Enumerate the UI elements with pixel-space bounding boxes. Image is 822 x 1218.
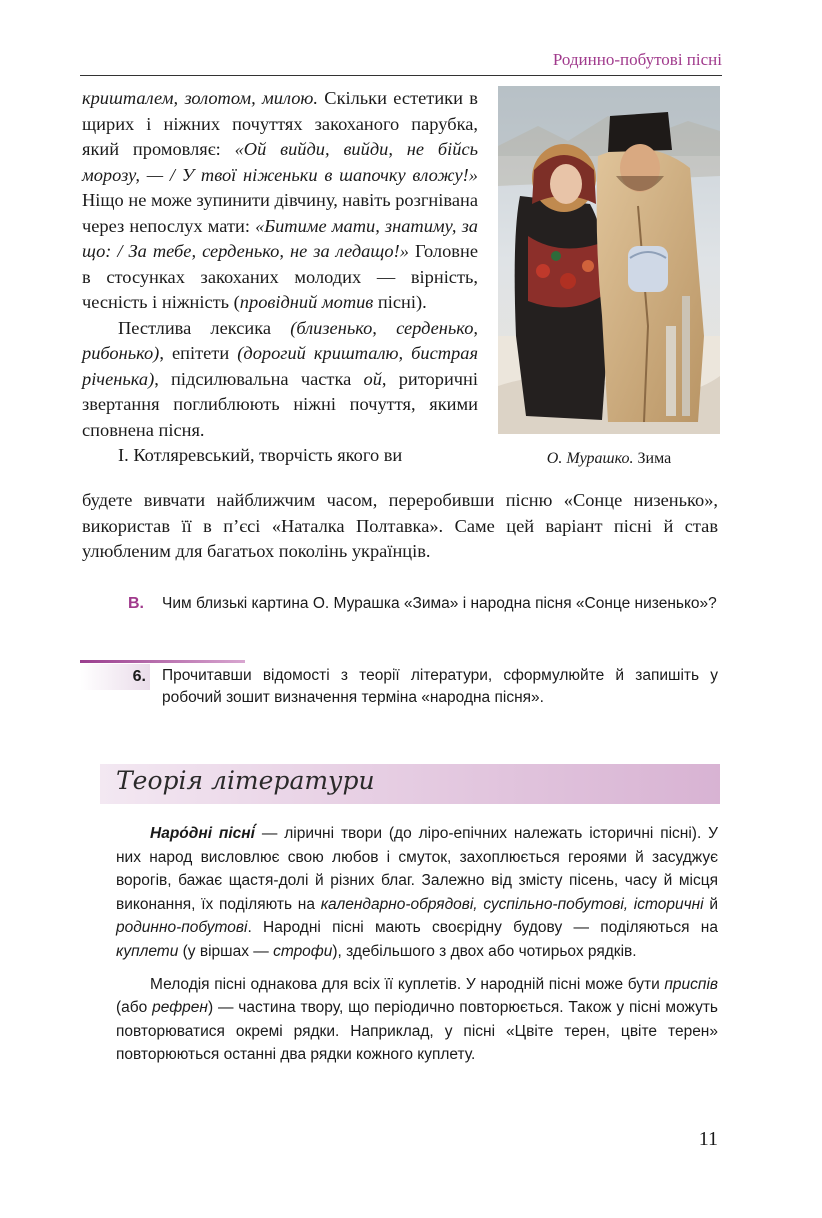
theory-melody-paragraph [116, 973, 718, 1067]
quote-fragment: «Ой вийди, вийди, не бійсь морозу, — / У твої ніженьки в шапочку вложу!» [82, 139, 478, 185]
task-number: 6. [80, 664, 150, 690]
text-fragment: — ліричні твори (до ліро-епічних належать історичні пісні). У них народ висловлює свою любов і смуток, захоплюється героями й засуджує ворогів, бажає щастя-долі й різних благ. Залежно від змісту пісень, часу й місця виконання, їх поділяють на [116, 825, 719, 913]
text-fragment: Ніщо не може зупинити дівчину, навіть розгнівана через непослух мати: [82, 190, 478, 236]
caption-title: Зима [633, 450, 672, 467]
task-text: Прочитавши відомості з теорії літератури, сформулюйте й запишіть у робочий зошит визначення терміна «народна пісня». [162, 667, 718, 706]
theory-term: Наро́дні пісні́ [150, 825, 255, 842]
quote-fragment: «Битиме мати, знатиму, за що: / За тебе, серденько, не за ледащо!» [82, 215, 478, 261]
caption-author: О. Мурашко. [546, 450, 634, 467]
paragraph-kotliarevsky-start: І. Котляревський, творчість якого ви [118, 445, 403, 465]
theory-heading: Теорія літератури [116, 766, 375, 795]
paragraph-lexicon [82, 316, 478, 444]
text-fragment: , епітети [159, 343, 238, 363]
text-fragment: Мелодія пісні однакова для всіх її куплетів. У народній пісні може бути [150, 975, 665, 993]
question-text: Чим близькі картина О. Мурашка «Зима» і народна пісня «Сонце низенько»? [162, 595, 717, 612]
text-fragment: , підсилювальна частка [154, 368, 364, 389]
left-column-text [82, 86, 478, 469]
running-header: Родинно-побутові пісні [552, 50, 722, 69]
question-marker: В. [128, 595, 144, 612]
term-fragment: родинно-побутові [116, 919, 248, 937]
paragraph-kotliarevsky-continued: будете вивчати найближчим часом, переробивши пісню «Сонце низенько», використав її в п’єсі «Наталка Полтавка». Саме цей варіант пісні й став улюбленим для багатьох поколінь українців. [82, 490, 718, 561]
theory-definition-paragraph [116, 822, 718, 964]
text-fragment: . Народні пісні мають своєрідну будову — поділяються на [247, 919, 718, 937]
painting-image [498, 86, 720, 434]
term-fragment: приспів [664, 975, 718, 993]
painting-illustration [498, 86, 720, 434]
text-fragment: пісні). [373, 292, 427, 312]
page-number: 11 [698, 1128, 718, 1150]
example-fragment: ой [363, 368, 382, 389]
example-fragment: (дорогий кришталю, бистрая річенька) [82, 343, 478, 389]
header-rule [80, 75, 722, 76]
text-fragment: ), здебільшого з двох або чотирьох рядків. [332, 942, 637, 960]
text-fragment: й [703, 895, 719, 913]
painting-caption [498, 450, 720, 468]
term-fragment: провідний мотив [239, 292, 374, 312]
text-fragment: ) — частина твору, що періодично повторюється. Також у пісні можуть повторюватися окремі рядки. Наприклад, у пісні «Цвіте терен, цвіте терен» повторюються останні два рядки кожного куплету. [116, 999, 718, 1064]
text-fragment: Пестлива лексика [118, 317, 291, 338]
text-fragment: (або [116, 999, 153, 1017]
text-fragment: (у віршах — [178, 942, 274, 960]
paragraph-song-analysis [82, 86, 478, 316]
term-fragment: календарно-обрядові, суспільно-побутові, історичні [320, 895, 704, 913]
term-fragment: рефрен [152, 999, 208, 1017]
term-fragment: строфи [273, 942, 333, 960]
term-fragment: куплети [116, 942, 179, 960]
text-fragment: , риторичні звертання поглиблюють ніжні почуття, якими сповнена пісня. [82, 368, 478, 440]
example-fragment: (близенько, серденько, рибонько) [82, 317, 478, 363]
text-fragment: Скільки естетики в щирих і ніжних почуттях закоханого парубка, який промовляє: [82, 88, 478, 159]
task-accent-bar [80, 660, 245, 663]
theory-body [116, 822, 718, 1067]
text-fragment: Головне в стосунках закоханих молодих — вірність, чесність і ніжність ( [82, 241, 478, 312]
quote-fragment: кришталем, золотом, милою. [82, 88, 318, 108]
